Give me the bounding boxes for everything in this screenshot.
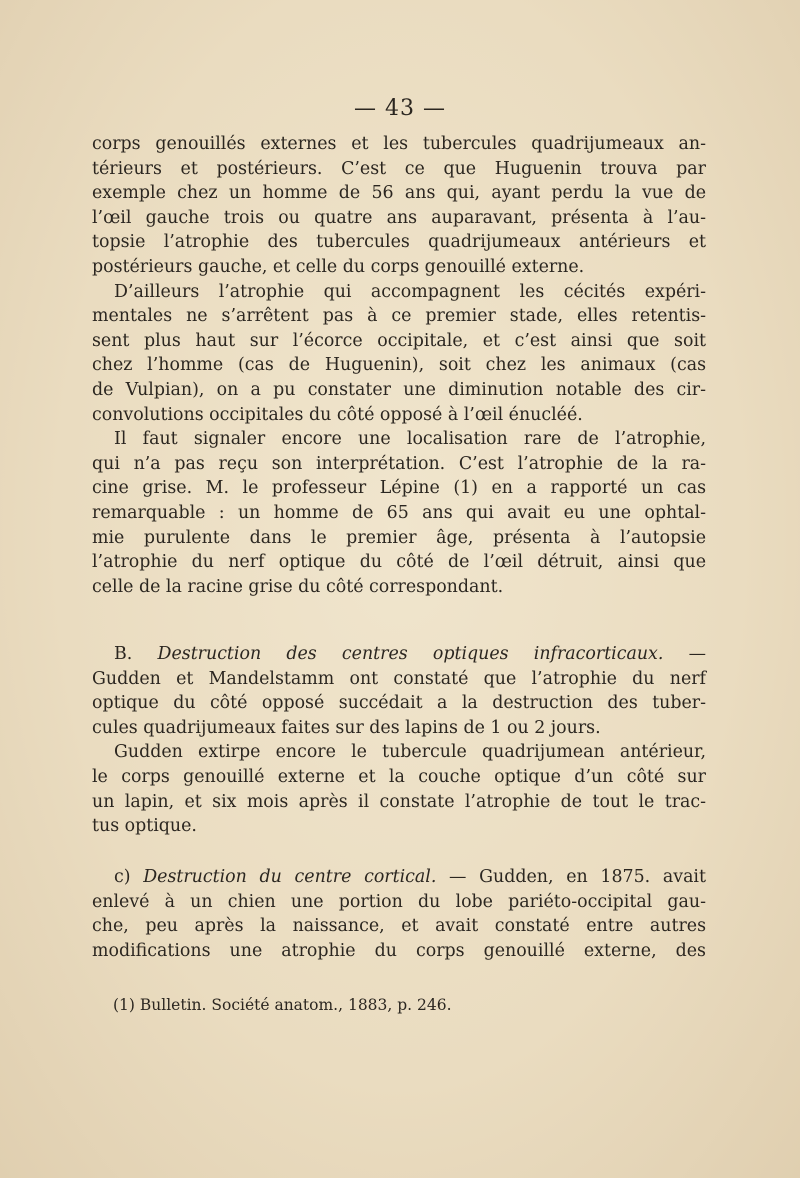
page-number: — 43 — [354,96,446,121]
section-b-heading-line [92,642,706,667]
section-b-dash: — [663,644,707,664]
text-line: celle de la racine grise du côté correspondant. [92,576,504,597]
section-b-label: B. [114,644,158,664]
text-line: mie purulente dans le premier âge, présenta à l’autopsie [92,527,706,548]
text-line: chez l’homme (cas de Huguenin), soit chez les animaux (cas [92,355,706,376]
text-line: sent plus haut sur l’écorce occipitale, et c’est ainsi que soit [92,330,706,351]
text-line: D’ailleurs l’atrophie qui accompagnent les cécités expéri- [114,281,706,302]
text-line: Gudden extirpe encore le tubercule quadrijumean antérieur, [114,742,706,763]
text-line: mentales ne s’arrêtent pas à ce premier stade, elles retentis- [92,306,706,327]
text-line: topsie l’atrophie des tubercules quadrijumeaux antérieurs et [92,232,706,253]
section-c-label: c) [114,867,144,887]
text-line: tus optique. [92,816,197,837]
footnote: (1) Bulletin. Société anatom., 1883, p. 246. [113,996,452,1014]
text-line: cine grise. M. le professeur Lépine (1) en a rapporté un cas [92,478,706,499]
text-line: enlevé à un chien une portion du lobe pariéto-occipital gau- [92,891,706,912]
text-line: térieurs et postérieurs. C’est ce que Huguenin trouva par [92,158,706,179]
text-line: Gudden et Mandelstamm ont constaté que l’atrophie du nerf [92,668,706,689]
section-b-heading: Destruction des centres optiques infracorticaux. [157,644,664,664]
text-line: l’œil gauche trois ou quatre ans auparavant, présenta à l’au- [92,207,706,228]
text-line: le corps genouillé externe et la couche optique d’un côté sur [92,766,706,787]
text-line: che, peu après la naissance, et avait constaté entre autres [92,916,706,937]
text-line: corps genouillés externes et les tubercules quadrijumeaux an- [92,134,706,154]
text-line: qui n’a pas reçu son interprétation. C’est l’atrophie de la ra- [92,453,706,474]
section-c-rest: — Gudden, en 1875. avait [436,867,706,887]
text-line: l’atrophie du nerf optique du côté de l’œil détruit, ainsi que [92,552,706,573]
text-line: de Vulpian), on a pu constater une diminution notable des cir- [92,379,706,400]
text-line: postérieurs gauche, et celle du corps genouillé externe. [92,256,585,277]
text-line: convolutions occipitales du côté opposé à l’œil énucléé. [92,404,583,425]
section-c [92,865,706,963]
text-line: exemple chez un homme de 56 ans qui, ayant perdu la vue de [92,183,706,204]
text-line: Il faut signaler encore une localisation rare de l’atrophie, [114,429,706,450]
text-line: remarquable : un homme de 65 ans qui avait eu une ophtal- [92,502,706,523]
text-line: modifications une atrophie du corps genouillé externe, des [92,940,706,961]
text-line: optique du côté opposé succédait a la destruction des tuber- [92,693,706,714]
text-line: un lapin, et six mois après il constate l’atrophie de tout le trac- [92,791,706,812]
text-line: cules quadrijumeaux faites sur des lapins de 1 ou 2 jours. [92,717,601,738]
paragraph-block-1 [92,132,706,599]
section-c-heading: Destruction du centre cortical. [143,867,437,887]
section-b [92,642,706,839]
section-c-heading-line [92,865,706,890]
